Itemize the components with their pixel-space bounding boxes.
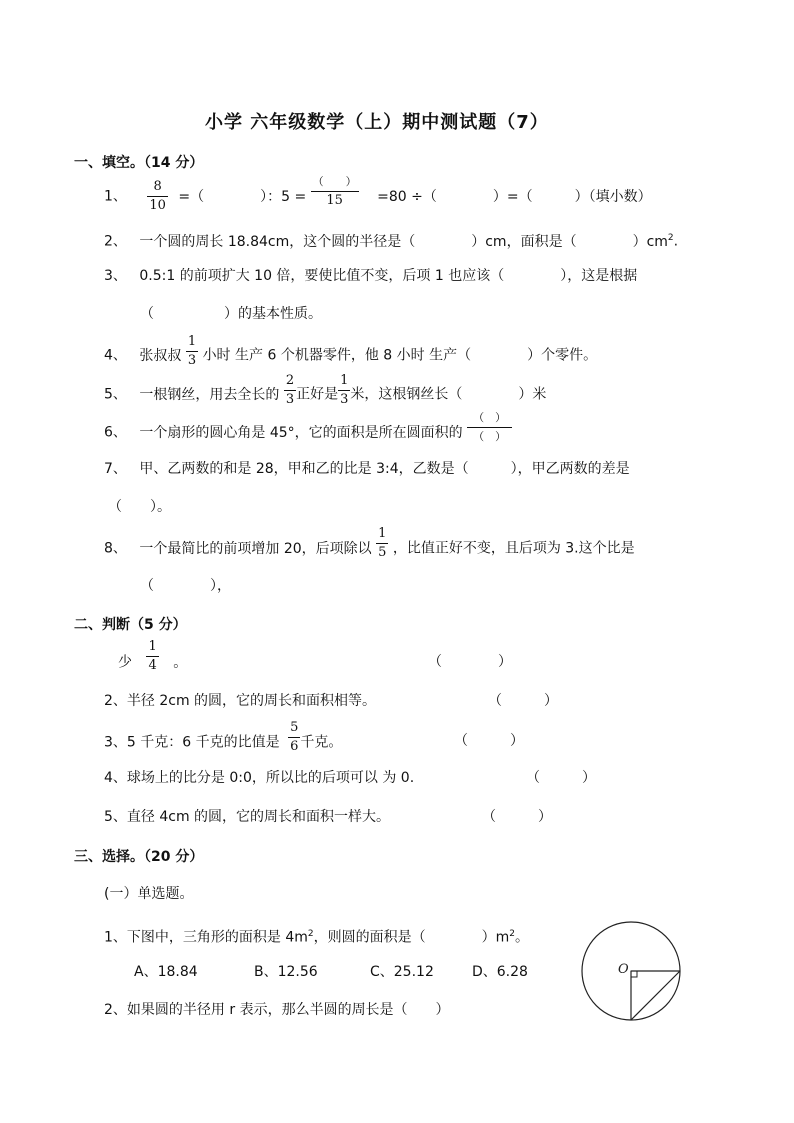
question-number: 4、: [104, 347, 127, 364]
fraction-numerator: （ ）: [473, 411, 507, 424]
text: 张叔叔: [139, 347, 182, 364]
judge-1: [118, 639, 188, 673]
page-title: 小学 六年级数学（上）期中测试题（7）: [205, 112, 549, 133]
fraction-denominator: 4: [148, 658, 157, 673]
text: 千克。: [300, 734, 343, 751]
question-1-3-line2: （ ）的基本性质。: [140, 306, 322, 322]
fraction-numerator: 8: [153, 179, 162, 194]
fraction-numerator: 1: [378, 526, 387, 541]
question-1-1: [104, 175, 652, 213]
text: 正好是: [296, 386, 339, 403]
judge-1-answer[interactable]: （ ）: [428, 654, 512, 670]
question-number: 7、: [104, 461, 127, 477]
question-1-6: [104, 411, 512, 444]
fraction-5-6: [288, 721, 300, 754]
question-1-8-line2: （ ），: [140, 578, 231, 594]
judge-2-answer[interactable]: （ ）: [488, 693, 558, 709]
judge-3-answer[interactable]: （ ）: [454, 733, 524, 749]
text: 米，这根钢丝长（ ）米: [350, 386, 547, 403]
text: 0.5:1 的前项扩大 10 倍，要使比值不变，后项 1 也应该（ ），这是根据: [139, 268, 638, 284]
text: 。: [173, 654, 188, 671]
text: =80 ÷（ ）=（ ）（填小数）: [377, 188, 652, 205]
judge-4-answer[interactable]: （ ）: [526, 770, 596, 786]
question-1-4: [104, 334, 598, 368]
circle-figure: [578, 920, 684, 1026]
judge-2: 2、半径 2cm 的圆，它的周长和面积相等。: [104, 693, 377, 709]
text: 3、5 千克：6 千克的比值是: [104, 734, 280, 751]
question-1-7: [104, 459, 630, 479]
fraction-denominator: 3: [187, 353, 197, 368]
fraction-denominator: 3: [340, 392, 349, 407]
text: =（ ）：5 =: [178, 188, 307, 205]
fraction-1-3: [186, 335, 198, 368]
right-angle-marker: [631, 971, 637, 977]
superscript: 2: [667, 233, 674, 243]
question-number: 1、: [104, 188, 127, 205]
text: 甲、乙两数的和是 28，甲和乙的比是 3:4，乙数是（ ），甲乙两数的差是: [139, 461, 630, 477]
question-1-7-line2: （ ）。: [108, 499, 171, 515]
question-number: 2、: [104, 233, 127, 250]
fraction-1-5: [376, 527, 388, 560]
fraction-numerator: 1: [187, 334, 197, 349]
text: ，则圆的面积是（ ）m: [313, 929, 510, 946]
text: 一个圆的周长 18.84cm，这个圆的半径是（ ）cm，面积是（ ）cm: [139, 233, 668, 250]
fraction-blank-15: [311, 175, 359, 208]
question-number: 8、: [104, 540, 127, 557]
question-number: 3、: [104, 268, 127, 284]
choice-1: [104, 924, 529, 948]
section-2-heading: 二、判断（5 分）: [74, 617, 187, 633]
fraction-denominator: 10: [149, 198, 166, 213]
fraction-8-10: [147, 180, 168, 213]
question-1-2: [104, 228, 678, 252]
question-1-5: [104, 373, 547, 407]
choice-option-a[interactable]: A、18.84: [134, 964, 198, 980]
choice-option-b[interactable]: B、12.56: [254, 964, 318, 980]
fraction-1-4: [146, 640, 158, 673]
fraction-numerator: 2: [285, 373, 295, 388]
fraction-denominator: 6: [290, 739, 299, 754]
text: 一根钢丝，用去全长的: [139, 386, 280, 403]
superscript: 2: [307, 929, 314, 939]
text: 少: [118, 654, 132, 671]
fraction-denominator: 15: [311, 191, 359, 208]
fraction-blank-blank: [467, 411, 512, 444]
question-number: 6、: [104, 424, 127, 441]
subsection-single-choice: (一）单选题。: [104, 886, 194, 902]
center-label-o: O: [618, 962, 629, 977]
triangle-hypotenuse: [631, 971, 680, 1020]
judge-5: 5、直径 4cm 的圆，它的周长和面积一样大。: [104, 809, 391, 825]
section-3-heading: 三、选择。（20 分）: [74, 849, 204, 865]
question-number: 5、: [104, 386, 127, 403]
fraction-numerator: 5: [290, 720, 299, 735]
fraction-denominator: 3: [285, 392, 295, 407]
judge-3: [104, 720, 343, 754]
section-1-heading: 一、填空。（14 分）: [74, 155, 204, 171]
text: 一个扇形的圆心角是 45°，它的面积是所在圆面积的: [139, 424, 463, 441]
text: .: [673, 233, 679, 250]
choice-option-d[interactable]: D、6.28: [472, 964, 528, 980]
fraction-denominator: （ ）: [467, 427, 512, 444]
fraction-numerator: （ ）: [312, 175, 357, 188]
judge-5-answer[interactable]: （ ）: [482, 809, 552, 825]
question-1-3: [104, 266, 637, 286]
text: 1、下图中，三角形的面积是 4m: [104, 929, 308, 946]
fraction-2-3: [284, 374, 296, 407]
text: 小时 生产 6 个机器零件，他 8 小时 生产（ ）个零件。: [202, 347, 598, 364]
text: 一个最简比的前项增加 20，后项除以: [139, 540, 372, 557]
choice-option-c[interactable]: C、25.12: [370, 964, 434, 980]
judge-4: 4、球场上的比分是 0:0，所以比的后项可以 为 0.: [104, 770, 415, 786]
fraction-numerator: 1: [340, 373, 349, 388]
choice-2: 2、如果圆的半径用 r 表示，那么半圆的周长是（ ）: [104, 1002, 450, 1018]
text: 。: [515, 929, 530, 946]
superscript: 2: [509, 929, 516, 939]
question-1-8: [104, 526, 635, 560]
text: ，比值正好不变，且后项为 3.这个比是: [392, 540, 635, 557]
fraction-numerator: 1: [148, 639, 157, 654]
fraction-1-3: [338, 374, 350, 407]
fraction-denominator: 5: [378, 545, 387, 560]
